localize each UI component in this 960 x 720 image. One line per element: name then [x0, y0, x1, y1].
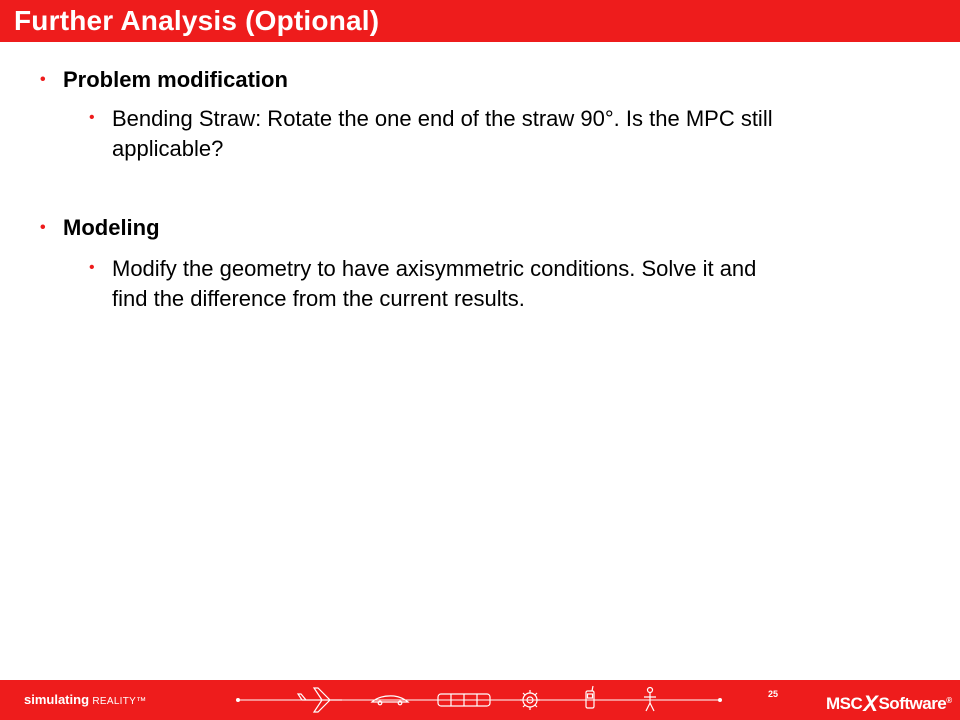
msc-software-logo: [826, 689, 952, 716]
bullet-dot-icon: •: [40, 71, 46, 88]
logo-text-software: Software: [878, 694, 947, 713]
sub-bullet-line: applicable?: [112, 136, 224, 161]
industry-icons-strip: [230, 680, 730, 720]
bullet-dot-icon: •: [89, 109, 95, 126]
sub-bullet-line: find the difference from the current results.: [112, 286, 525, 311]
bullet-dot-icon: •: [89, 259, 95, 276]
sub-bullet-line: Bending Straw: Rotate the one end of the straw 90°. Is the MPC still: [112, 106, 773, 131]
section-heading: Modeling: [63, 215, 160, 240]
sub-bullet-modify-geometry: [89, 254, 919, 314]
logo-x-mark: X: [863, 691, 878, 716]
sub-bullet-line: Modify the geometry to have axisymmetric conditions. Solve it and: [112, 256, 757, 281]
person-icon: [644, 688, 656, 712]
airplane-icon: [298, 688, 342, 712]
sub-bullet-bending-straw: [89, 104, 919, 164]
slide-title: Further Analysis (Optional): [14, 5, 380, 36]
logo-text-msc: MSC: [826, 694, 863, 713]
bullet-dot-icon: •: [40, 219, 46, 236]
tagline-light: REALITY™: [92, 696, 147, 707]
logo-registered-mark: ®: [946, 696, 952, 705]
page-number: 25: [768, 689, 779, 699]
footer-bar: [0, 680, 960, 720]
tagline: [24, 692, 146, 710]
tagline-bold: simulating: [24, 692, 90, 707]
phone-icon: [586, 686, 594, 708]
section-heading: Problem modification: [63, 67, 288, 92]
